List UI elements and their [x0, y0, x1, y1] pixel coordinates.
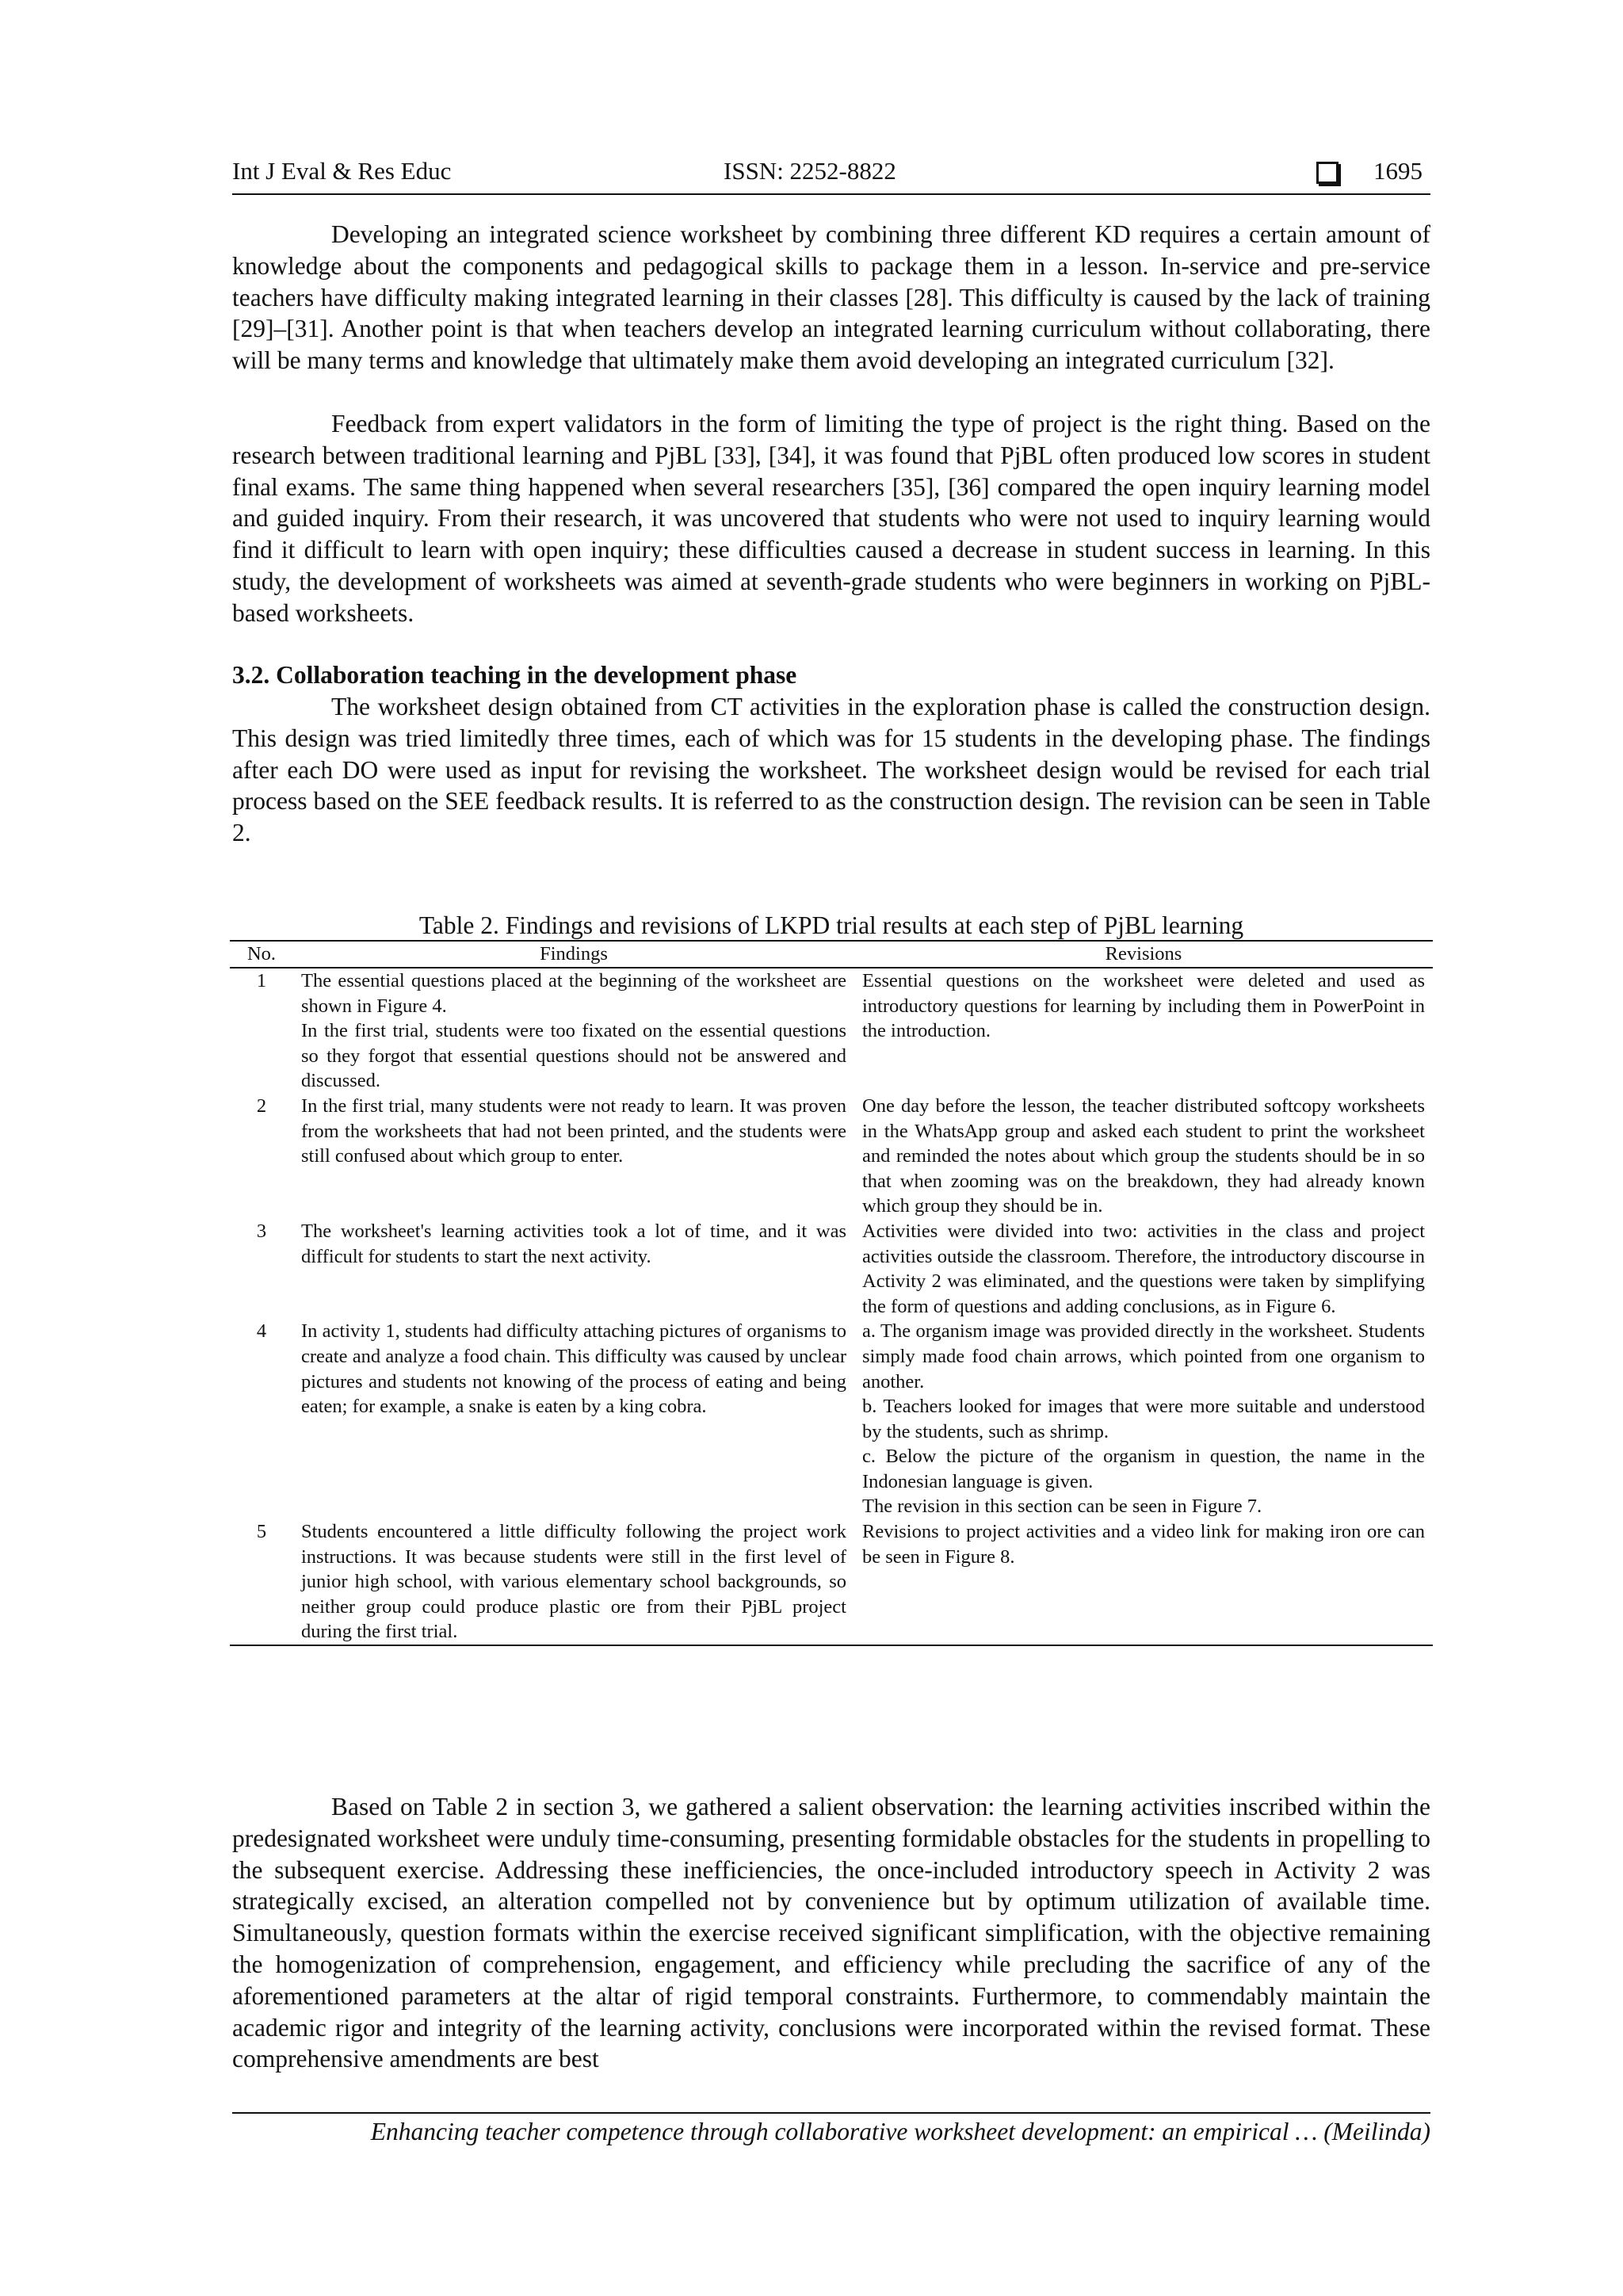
- row-number: 4: [256, 1320, 267, 1343]
- findings-table: [230, 940, 1433, 1646]
- findings-table-wrapper: [230, 940, 1433, 1646]
- paragraph-2-text: Feedback from expert validators in the form of limiting the type of project is the right thing. Based on the research between traditional learning and PjBL [33], [34], it was found that PjBL often produced low scores in student final exams. The same thing happened when several researchers [35], [36] compared the open inquiry learning model and guided inquiry. From their research, it was uncovered that students who were not used to inquiry learning would find it difficult to learn with open inquiry; these difficulties caused a decrease in student success in learning. In this study, the development of worksheets was aimed at seventh-grade students who were beginners in working on PjBL-based worksheets.: [232, 410, 1430, 627]
- square-bullet-icon: [1316, 162, 1338, 184]
- findings-cell: [293, 1094, 854, 1219]
- findings-cell: [293, 1219, 854, 1319]
- paragraph-3: [232, 691, 1430, 849]
- table-row: [230, 1319, 1433, 1519]
- column-header-findings: Findings: [293, 941, 854, 968]
- paragraph-1: [232, 219, 1430, 376]
- revisions-cell: [854, 1519, 1433, 1645]
- paragraph-2: [232, 408, 1430, 629]
- page-header: [232, 155, 1430, 190]
- findings-line: In activity 1, students had difficulty attaching pictures of organisms to create and analyze a food chain. This difficulty was caused by unclear pictures and students not knowing of the process of eating and being eaten; for example, a snake is eaten by a king cobra.: [301, 1320, 846, 1418]
- paragraph-4: [232, 1791, 1430, 2075]
- revisions-line: Revisions to project activities and a video link for making iron ore can be seen in Figure 8.: [862, 1521, 1425, 1568]
- findings-cell: [293, 968, 854, 1094]
- journal-name: Int J Eval & Res Educ: [232, 157, 452, 185]
- row-number: 1: [256, 970, 267, 991]
- page-number-group: [1316, 155, 1423, 187]
- findings-line: The essential questions placed at the beginning of the worksheet are shown in Figure 4.: [301, 970, 846, 1017]
- revisions-cell: [854, 968, 1433, 1094]
- table-row: [230, 1519, 1433, 1645]
- revisions-cell: [854, 1094, 1433, 1219]
- column-header-revisions: Revisions: [854, 941, 1433, 968]
- findings-cell: [293, 1519, 854, 1645]
- row-number: 3: [256, 1220, 267, 1242]
- findings-cell: [293, 1319, 854, 1519]
- row-number: 5: [230, 1519, 293, 1645]
- paragraph-1-text: Developing an integrated science worksheet by combining three different KD requires a certain amount of knowledge about the components and pedagogical skills to package them in a lesson. In-service and pre-service teachers have difficulty making integrated learning in their classes [28]. This difficulty is caused by the lack of training [29]–[31]. Another point is that when teachers develop an integrated learning curriculum without collaborating, there will be many terms and knowledge that ultimately make them avoid developing an integrated curriculum [32].: [232, 220, 1430, 375]
- header-divider: [232, 193, 1430, 195]
- table-header-row: [230, 941, 1433, 968]
- revisions-cell: [854, 1219, 1433, 1319]
- revisions-line: The revision in this section can be seen in Figure 7.: [862, 1496, 1262, 1518]
- section-heading: 3.2. Collaboration teaching in the development phase: [232, 661, 797, 689]
- findings-line: The worksheet's learning activities took a lot of time, and it was difficult for students to start the next activity.: [301, 1220, 846, 1267]
- column-header-no: No.: [230, 941, 293, 968]
- issn-label: ISSN: 2252-8822: [724, 157, 896, 185]
- page-number: 1695: [1373, 157, 1423, 185]
- revisions-line: Activities were divided into two: activities in the class and project activities outside the classroom. Therefore, the introductory discourse in Activity 2 was eliminated, and the questions were taken by simplifying the form of questions and adding conclusions, as in Figure 6.: [862, 1220, 1425, 1317]
- findings-line: In the first trial, many students were not ready to learn. It was proven from the worksheets that had not been printed, and the students were still confused about which group to enter.: [301, 1095, 846, 1167]
- revisions-line: Essential questions on the worksheet were deleted and used as introductory questions for learning by including them in PowerPoint in the introduction.: [862, 970, 1425, 1042]
- footer-divider: [232, 2112, 1430, 2114]
- table-row: [230, 1094, 1433, 1219]
- revisions-line: b. Teachers looked for images that were more suitable and understood by the students, such as shrimp.: [862, 1396, 1425, 1442]
- revisions-line: One day before the lesson, the teacher distributed softcopy worksheets in the WhatsApp group and asked each student to print the worksheet and reminded the notes about which group the students should be in so that when zooming was on the breakdown, they had already known which group they should be in.: [862, 1095, 1425, 1217]
- revisions-line: a. The organism image was provided directly in the worksheet. Students simply made food chain arrows, which pointed from one organism to another.: [862, 1320, 1425, 1392]
- table-row: [230, 1219, 1433, 1319]
- table-row: [230, 968, 1433, 1094]
- paragraph-4-text: Based on Table 2 in section 3, we gathered a salient observation: the learning activities inscribed within the predesignated worksheet were unduly time-consuming, presenting formidable obstacles for the students in propelling to the subsequent exercise. Addressing these inefficiencies, the once-included introductory speech in Activity 2 was strategically excised, an alteration compelled not by convenience but by optimum utilization of available time. Simultaneously, question formats within the exercise received significant simplification, with the objective remaining the homogenization of comprehension, engagement, and efficiency while precluding the sacrifice of any of the aforementioned parameters at the altar of rigid temporal constraints. Furthermore, to commendably maintain the academic rigor and integrity of the learning activity, conclusions were incorporated within the revised format. These comprehensive amendments are best: [232, 1793, 1430, 2073]
- findings-line: In the first trial, students were too fixated on the essential questions so they forgot that essential questions should not be answered and discussed.: [301, 1020, 846, 1092]
- running-footer: Enhancing teacher competence through collaborative worksheet development: an empirical … (Meilinda): [370, 2118, 1430, 2145]
- paragraph-3-text: The worksheet design obtained from CT activities in the exploration phase is called the construction design. This design was tried limitedly three times, each of which was for 15 students in the developing phase. The findings after each DO were used as input for revising the worksheet. The worksheet design would be revised for each trial process based on the SEE feedback results. It is referred to as the construction design. The revision can be seen in Table 2.: [232, 693, 1430, 847]
- revisions-line: c. Below the picture of the organism in question, the name in the Indonesian language is given.: [862, 1446, 1425, 1492]
- table-caption: Table 2. Findings and revisions of LKPD trial results at each step of PjBL learning: [418, 911, 1244, 939]
- findings-line: Students encountered a little difficulty following the project work instructions. It was because students were still in the first level of junior high school, with various elementary school backgrounds, so neither group could produce plastic ore from their PjBL project during the first trial.: [301, 1521, 846, 1643]
- row-number: 2: [256, 1095, 267, 1117]
- revisions-cell: [854, 1319, 1433, 1519]
